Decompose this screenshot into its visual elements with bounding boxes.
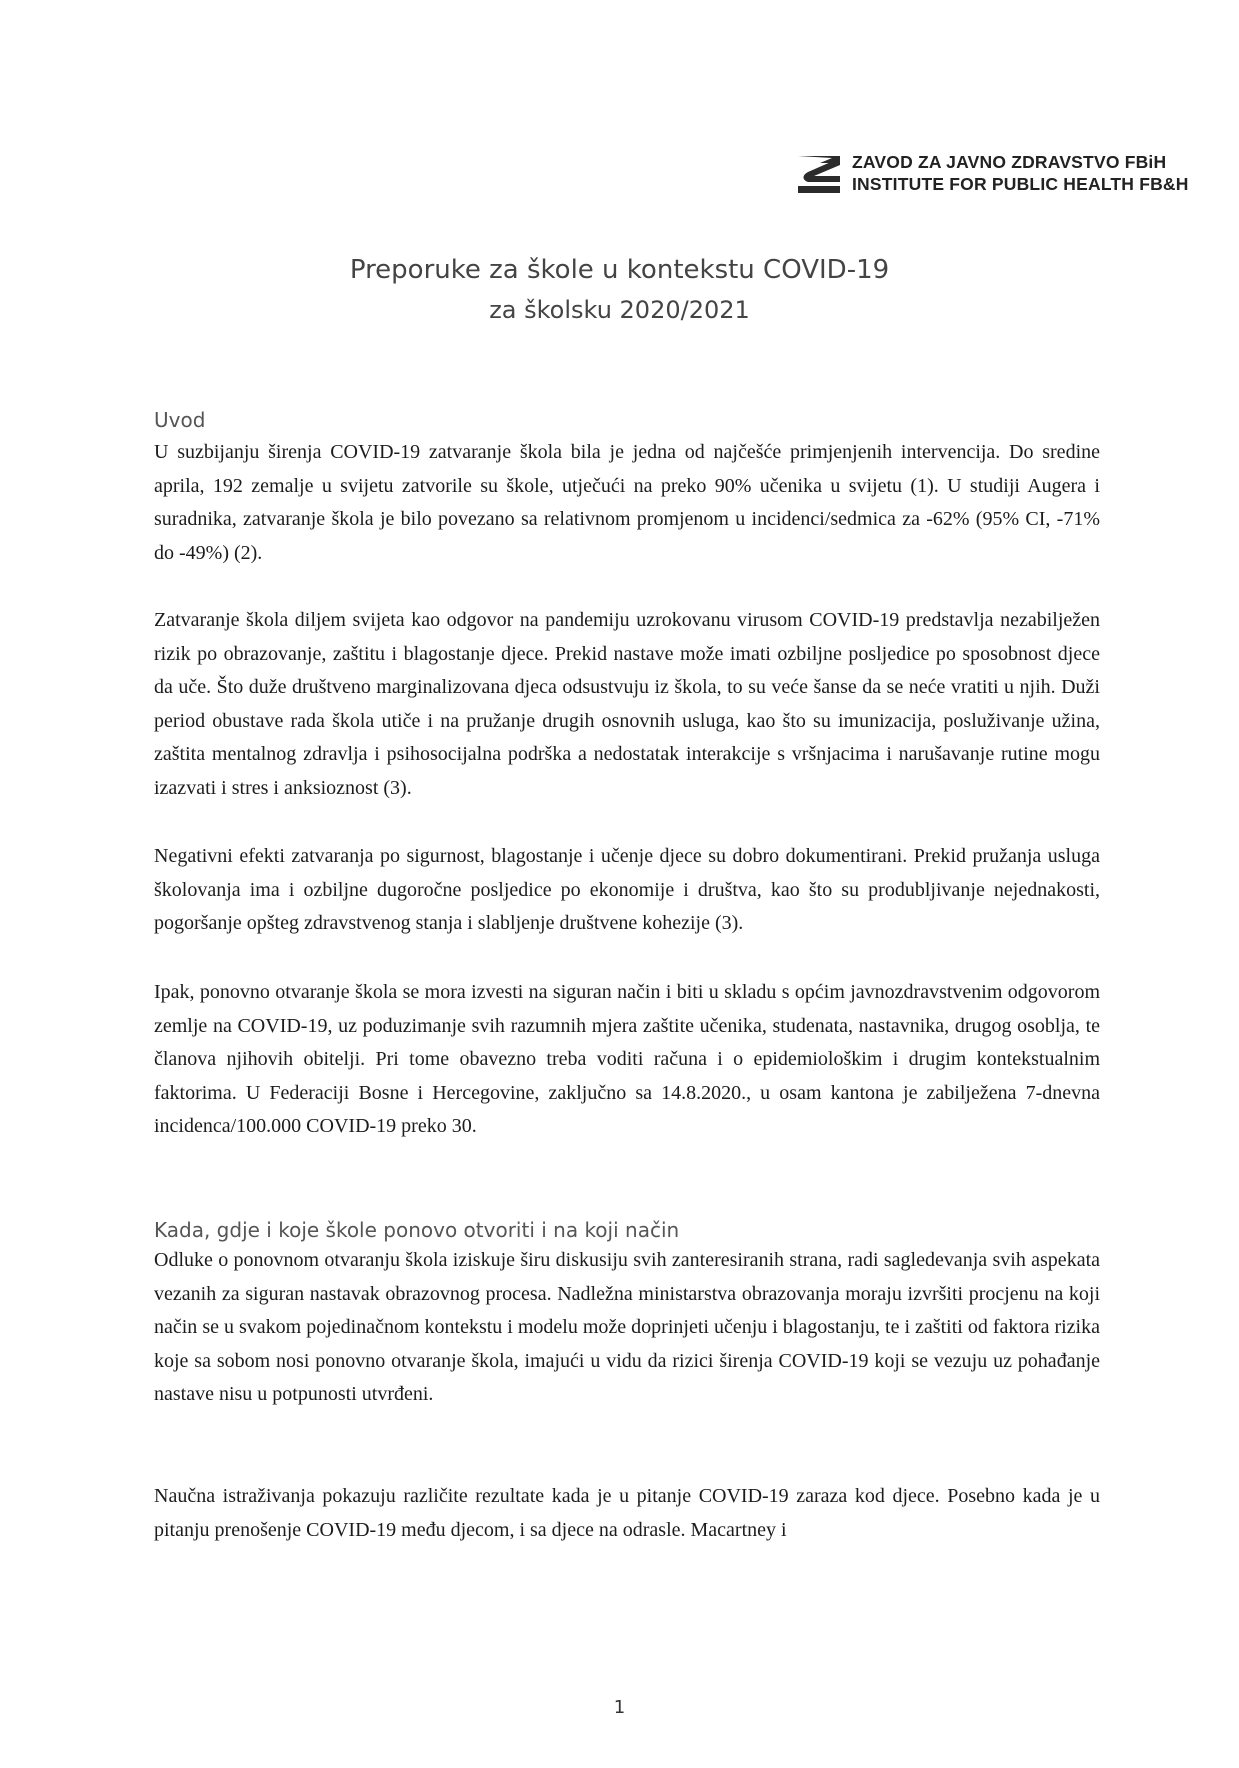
paragraph: Odluke o ponovnom otvaranju škola iziskuje širu diskusiju svih zanteresiranih strana, radi sagledevanja svih aspekata vezanih za siguran nastavak obrazovnog procesa. Nadležna ministarstva obrazovanja moraju izvršiti procjenu na koji način se u svakom pojedinačnom kontekstu i modelu može doprinjeti učenju i blagostanju, te i zaštiti od faktora rizika koje sa sobom nosi ponovno otvaranje škola, imajući u vidu da rizici širenja COVID-19 koji se vezuju uz pohađanje nastave nisu u potpunosti utvrđeni.: [154, 1249, 1100, 1405]
document-title: Preporuke za škole u kontekstu COVID-19: [349, 255, 890, 285]
paragraph: U suzbijanju širenja COVID-19 zatvaranje škola bila je jedna od najčešće primjenjenih intervencija. Do sredine aprila, 192 zemalje u svijetu zatvorile su škole, utječući na preko 90% učenika u svijetu (1). U studiji Augera i suradnika, zatvaranje škola je bilo povezano sa relativnom promjenom u incidenci/sedmica za -62% (95% CI, -71% do -49%) (2).: [154, 441, 1100, 564]
page-number: 1: [613, 1697, 626, 1718]
document-subtitle: za školsku 2020/2021: [489, 296, 750, 324]
section-heading-uvod: Uvod: [154, 408, 206, 432]
institute-logo: [796, 150, 1189, 196]
paragraph: Zatvaranje škola diljem svijeta kao odgovor na pandemiju uzrokovanu virusom COVID-19 predstavlja nezabilježen rizik po obrazovanje, zaštitu i blagostanje djece. Prekid nastave može imati ozbiljne posljedice po sposobnost djece da uče. Što duže društveno marginalizovana djeca odsustvuju iz škola, to su veće šanse da se neće vratiti u njih. Duži period obustave rada škola utiče i na pružanje drugih osnovnih usluga, kao što su imunizacija, posluživanje užina, zaštita mentalnog zdravlja i psihosocijalna podrška a nedostatak interakcije s vršnjacima i narušavanje rutine mogu izazvati i stres i anksioznost (3).: [154, 609, 1100, 799]
paragraph: Naučna istraživanja pokazuju različite rezultate kada je u pitanje COVID-19 zaraza kod djece. Posebno kada je u pitanju prenošenje COVID-19 među djecom, i sa djece na odrasle. Macartney i: [154, 1485, 1100, 1541]
institute-logo-mark-icon: [796, 150, 842, 196]
paragraph: Ipak, ponovno otvaranje škola se mora izvesti na siguran način i biti u skladu s općim javnozdravstvenim odgovorom zemlje na COVID-19, uz poduzimanje svih razumnih mjera zaštite učenika, studenata, nastavnika, drugog osoblja, te članova njihovih obitelji. Pri tome obavezno treba voditi računa i o epidemiološkim i drugim kontekstualnim faktorima. U Federaciji Bosne i Hercegovine, zaključno sa 14.8.2020., u osam kantona je zabilježena 7-dnevna incidenca/100.000 COVID-19 preko 30.: [154, 981, 1100, 1137]
paragraph: Negativni efekti zatvaranja po sigurnost, blagostanje i učenje djece su dobro dokumentirani. Prekid pružanja usluga školovanja ima i ozbiljne dugoročne posljedice po ekonomije i društva, kao što su produbljivanje nejednakosti, pogoršanje opšteg zdravstvenog stanja i slabljenje društvene kohezije (3).: [154, 845, 1100, 934]
section-heading-kada-gdje: Kada, gdje i koje škole ponovo otvoriti i na koji način: [154, 1218, 680, 1242]
logo-line-2: INSTITUTE FOR PUBLIC HEALTH FB&H: [852, 174, 1189, 194]
logo-line-1: ZAVOD ZA JAVNO ZDRAVSTVO FBiH: [852, 152, 1167, 172]
